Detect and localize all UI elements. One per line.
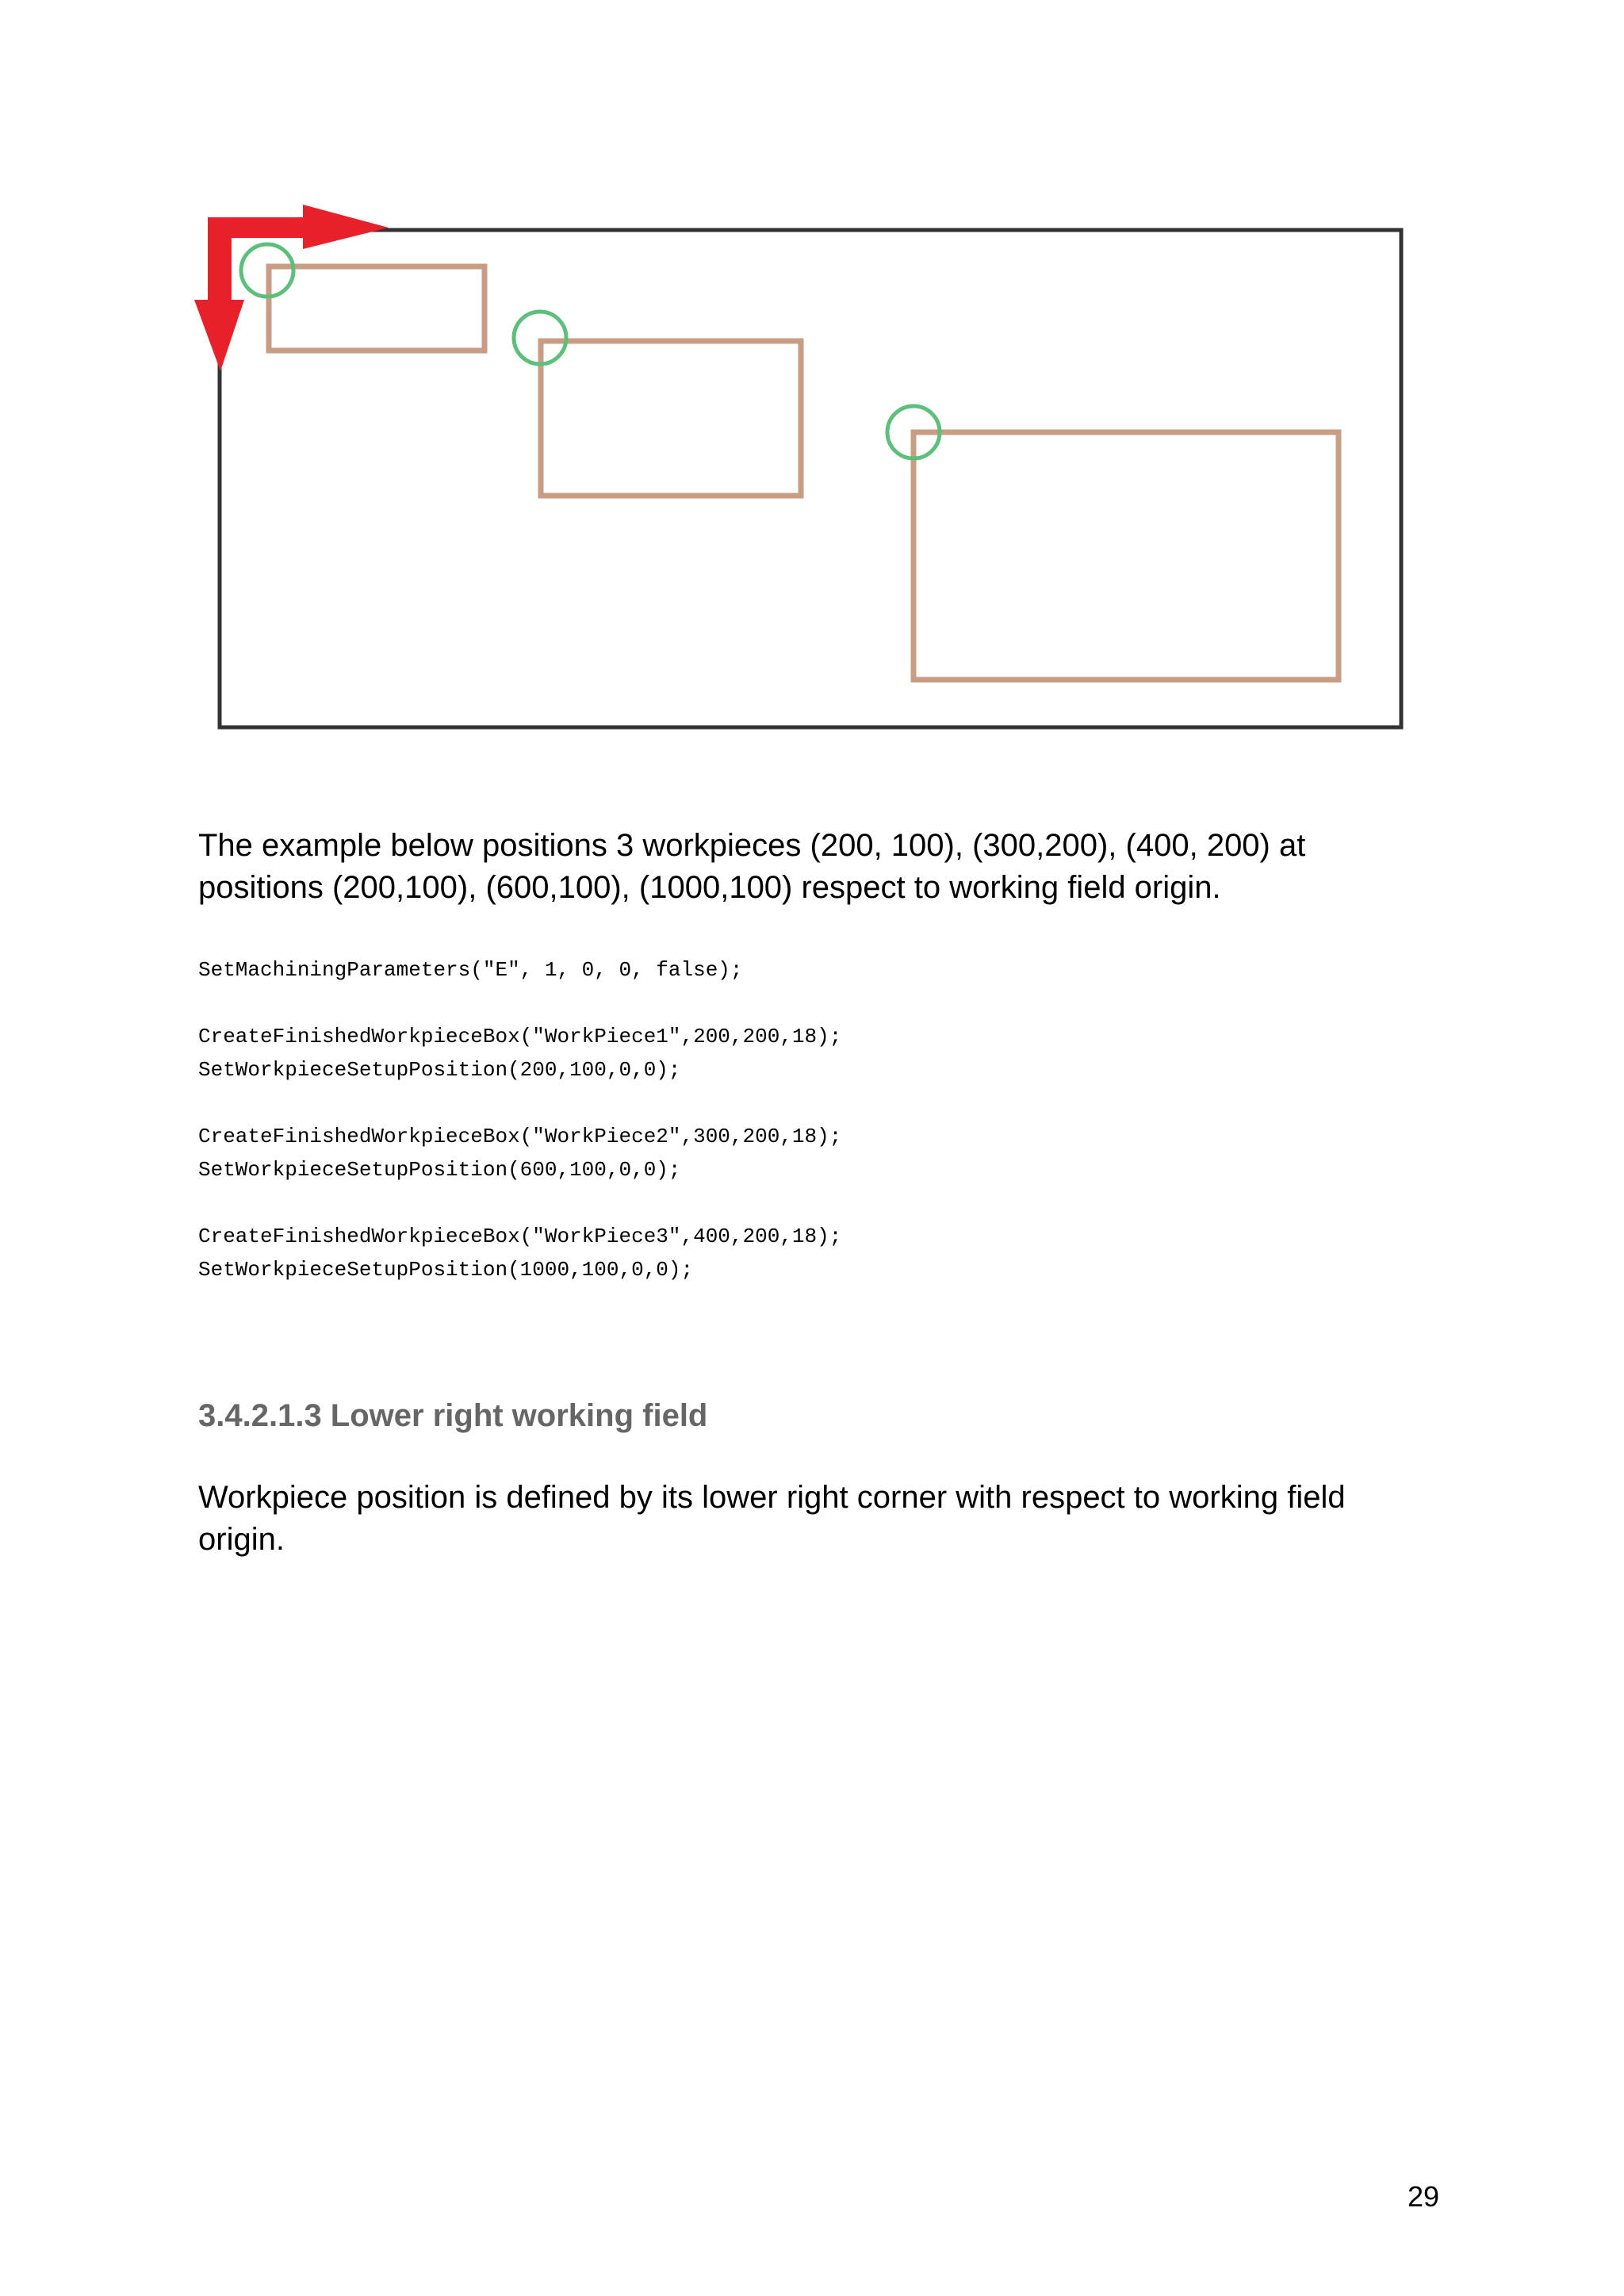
section-heading: 3.4.2.1.3 Lower right working field [198,1398,708,1433]
axis-arrow-x-icon [208,205,389,249]
code-line: SetMachiningParameters("E", 1, 0, 0, false); [198,958,743,982]
working-field-diagram [190,198,1427,738]
code-blank-line [198,987,1435,1020]
workpiece-2 [541,341,801,496]
workpiece-1 [269,266,485,351]
code-block [198,953,1435,1286]
workpiece-3 [914,432,1339,680]
working-field-frame [220,230,1401,727]
code-line: SetWorkpieceSetupPosition(200,100,0,0); [198,1058,681,1082]
page-number: 29 [1407,2180,1439,2213]
code-line: CreateFinishedWorkpieceBox("WorkPiece2",300,200,18); [198,1125,842,1148]
code-line: CreateFinishedWorkpieceBox("WorkPiece1",200,200,18); [198,1025,842,1048]
code-blank-line [198,1087,1435,1120]
code-line: SetWorkpieceSetupPosition(600,100,0,0); [198,1158,681,1182]
code-blank-line [198,1186,1435,1220]
code-line: SetWorkpieceSetupPosition(1000,100,0,0); [198,1258,694,1282]
code-line: CreateFinishedWorkpieceBox("WorkPiece3",400,200,18); [198,1225,842,1248]
axis-arrow-y-icon [194,217,244,371]
intro-paragraph: The example below positions 3 workpieces (200, 100), (300,200), (400, 200) at positions (200,100), (600,100), (1000,100) respect to working field origin. [198,828,1306,905]
section-description: Workpiece position is defined by its lower right corner with respect to working field origin. [198,1480,1346,1557]
